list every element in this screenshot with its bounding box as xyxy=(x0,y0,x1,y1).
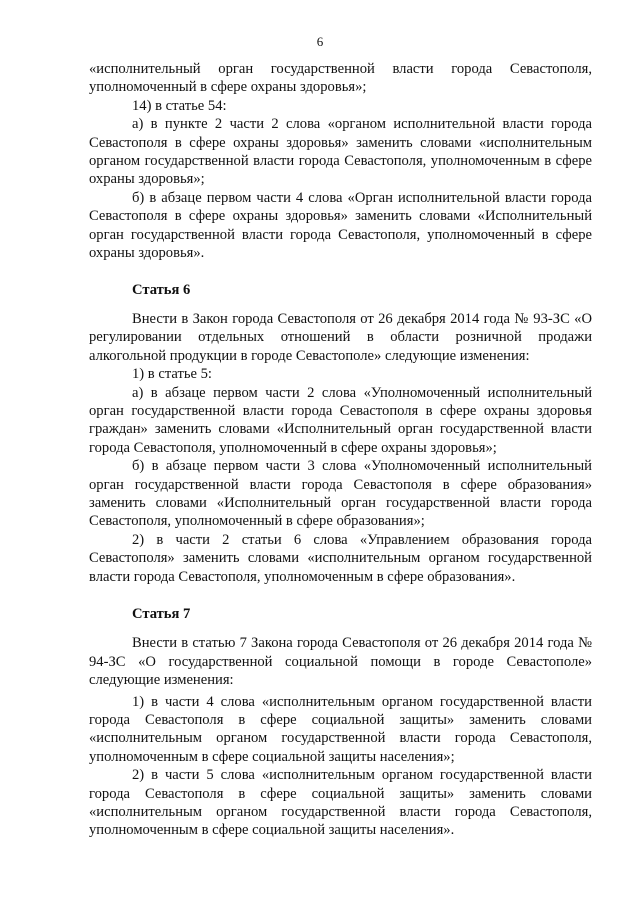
article-7-heading: Статья 7 xyxy=(132,605,191,622)
paragraph-continuation: «исполнительный орган государственной власти города Севастополя, уполномоченный в сфере охраны здоровья»; xyxy=(89,61,592,96)
article-6-item-1a: а) в абзаце первом части 2 слова «Уполномоченный исполнительный орган государственной власти города Севастополя в сфере охраны здоровья граждан» заменить словами «Исполнительный орган государственной власти города Севастополя, уполномоченный в сфере охраны здоровья»; xyxy=(89,384,592,456)
paragraph-item-14: 14) в статье 54: xyxy=(132,97,227,114)
article-7-item-2: 2) в части 5 слова «исполнительным органом государственной власти города Севастополя в сфере социальной защиты» заменить словами «исполнительным органом государственной власти города Севастополя, уполномоченным в сфере социальной защиты населения». xyxy=(89,767,592,839)
document-body xyxy=(89,60,592,840)
article-6-heading: Статья 6 xyxy=(132,282,191,299)
article-6-item-1: 1) в статье 5: xyxy=(132,366,212,383)
paragraph-item-14b: б) в абзаце первом части 4 слова «Орган исполнительной власти города Севастополя в сфере охраны здоровья» заменить словами «Исполнительный орган государственной власти города Севастополя, уполномоченный в сфере охраны здоровья». xyxy=(89,189,592,262)
paragraph-item-14a: а) в пункте 2 части 2 слова «органом исполнительной власти города Севастополя в сфере охраны здоровья» заменить словами «исполнительным органом государственной власти города Севастополя, уполномоченным в сфере охраны здоровья»; xyxy=(89,116,592,188)
article-7-intro: Внести в статью 7 Закона города Севастополя от 26 декабря 2014 года № 94-ЗС «О государственной социальной помощи в городе Севастополе» следующие изменения: xyxy=(89,635,592,689)
article-7-item-1: 1) в части 4 слова «исполнительным органом государственной власти города Севастополя в сфере социальной защиты» заменить словами «исполнительным органом государственной власти города Севастополя, уполномоченным в сфере социальной защиты населения»; xyxy=(89,693,592,765)
article-6-item-1b: б) в абзаце первом части 3 слова «Уполномоченный исполнительный орган государственной власти города Севастополя в сфере образования» заменить словами «Исполнительный орган государственной власти города Севастополя, уполномоченный в сфере образования»; xyxy=(89,458,592,530)
page-number: 6 xyxy=(316,34,324,49)
article-6-intro: Внести в Закон города Севастополя от 26 декабря 2014 года № 93-ЗС «О регулировании отдельных отношений в области розничной продажи алкогольной продукции в городе Севастополе» следующие изменения: xyxy=(89,310,592,364)
article-6-item-2: 2) в части 2 статьи 6 слова «Управлением образования города Севастополя» заменить словами «исполнительным органом государственной власти города Севастополя, уполномоченным в сфере образования». xyxy=(89,531,592,585)
